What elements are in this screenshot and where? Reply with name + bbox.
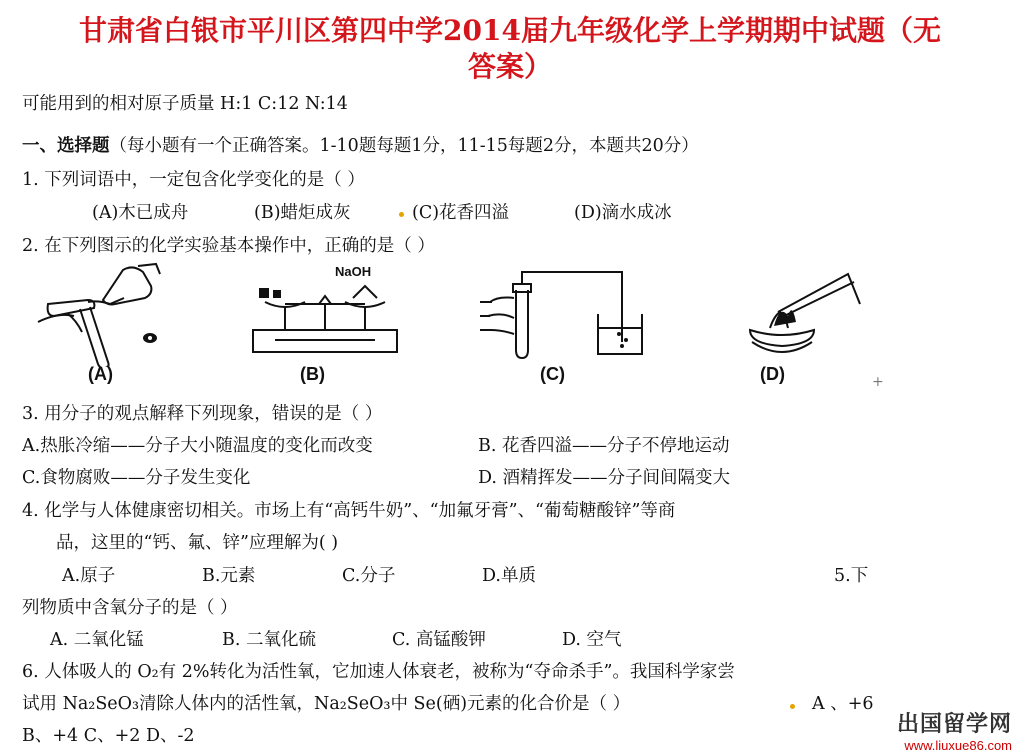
naoh-label: NaOH [335,264,372,279]
doc-title-line1: 甘肃省白银市平川区第四中学2014届九年级化学上学期期中试题（无 [79,14,941,47]
q3-option-c: C.食物腐败——分子发生变化 [22,468,251,488]
q2-stem: 2. 在下列图示的化学实验基本操作中，正确的是（ ） [22,236,435,256]
q3-option-d: D. 酒精挥发——分子间间隔变大 [478,468,731,488]
mark-dot [399,212,404,217]
watermark-name: 出国留学网 [896,711,1012,736]
figure-b-balance-icon [245,262,405,362]
q4-stem-line2: 品，这里的“钙、氟、锌”应理解为( ) [56,533,339,553]
section-heading [22,132,699,157]
q6-option-a: A 、+6 [812,694,874,714]
mark-dot [790,704,795,709]
q6-options-rest: B、+4 C、+2 D、-2 [22,726,195,746]
q5-option-b: B. 二氧化硫 [222,630,316,650]
q1-stem: 1. 下列词语中，一定包含化学变化的是（ ） [22,170,365,190]
q1-option-b: (B)蜡炬成灰 [254,203,351,223]
q3-option-a: A.热胀冷缩——分子大小随温度的变化而改变 [22,436,373,456]
q6-stem-line2: 试用 Na₂SeO₃清除人体内的活性氧，Na₂SeO₃中 Se(硒)元素的化合价是（ ） [22,694,631,714]
q4-option-b: B.元素 [202,566,256,586]
watermark-url: www.liuxue86.com [904,738,1012,753]
plus-mark-icon: + [872,374,884,390]
q6-stem-line1: 6. 人体吸人的 O₂有 2%转化为活性氧，它加速人体衰老，被称为“夺命杀手”。我国科学家尝 [22,662,735,682]
q1-option-a: (A)木已成舟 [92,203,189,223]
q4-option-c: C.分子 [342,566,396,586]
figure-a-label: (A) [88,364,113,384]
q4-option-d: D.单质 [482,566,536,586]
figure-a-pouring-icon [28,262,198,367]
figure-c-airtight-icon [480,262,660,362]
q3-stem: 3. 用分子的观点解释下列现象，错误的是（ ） [22,404,383,424]
q3-option-b: B. 花香四溢——分子不停地运动 [478,436,730,456]
figure-d-label: (D) [760,364,785,384]
section-title: 一、选择题 [22,136,110,156]
q5-option-d: D. 空气 [562,630,622,650]
q5-option-c: C. 高锰酸钾 [392,630,486,650]
q1-option-d: (D)滴水成冰 [574,203,672,223]
doc-title-line2: 答案） [467,50,552,83]
q5-option-a: A. 二氧化锰 [50,630,144,650]
q4-option-a: A.原子 [62,566,116,586]
q1-option-c: (C)花香四溢 [412,203,510,223]
q4-stem-line1: 4. 化学与人体健康密切相关。市场上有“高钙牛奶”、“加氟牙膏”、“葡萄糖酸锌”等商 [22,501,676,521]
figure-d-alcohol-lamp-icon [740,268,870,363]
atomic-masses: 可能用到的相对原子质量 H:1 C:12 N:14 [22,94,348,114]
figure-c-label: (C) [540,364,565,384]
q5-stem-part1: 5.下 [834,566,869,586]
site-watermark [897,707,1012,753]
q5-stem-part2: 列物质中含氧分子的是（ ） [22,598,238,618]
section-note: （每小题有一个正确答案。1-10题每题1分，11-15每题2分，本题共20分） [109,136,699,156]
figure-b-label: (B) [300,364,325,384]
